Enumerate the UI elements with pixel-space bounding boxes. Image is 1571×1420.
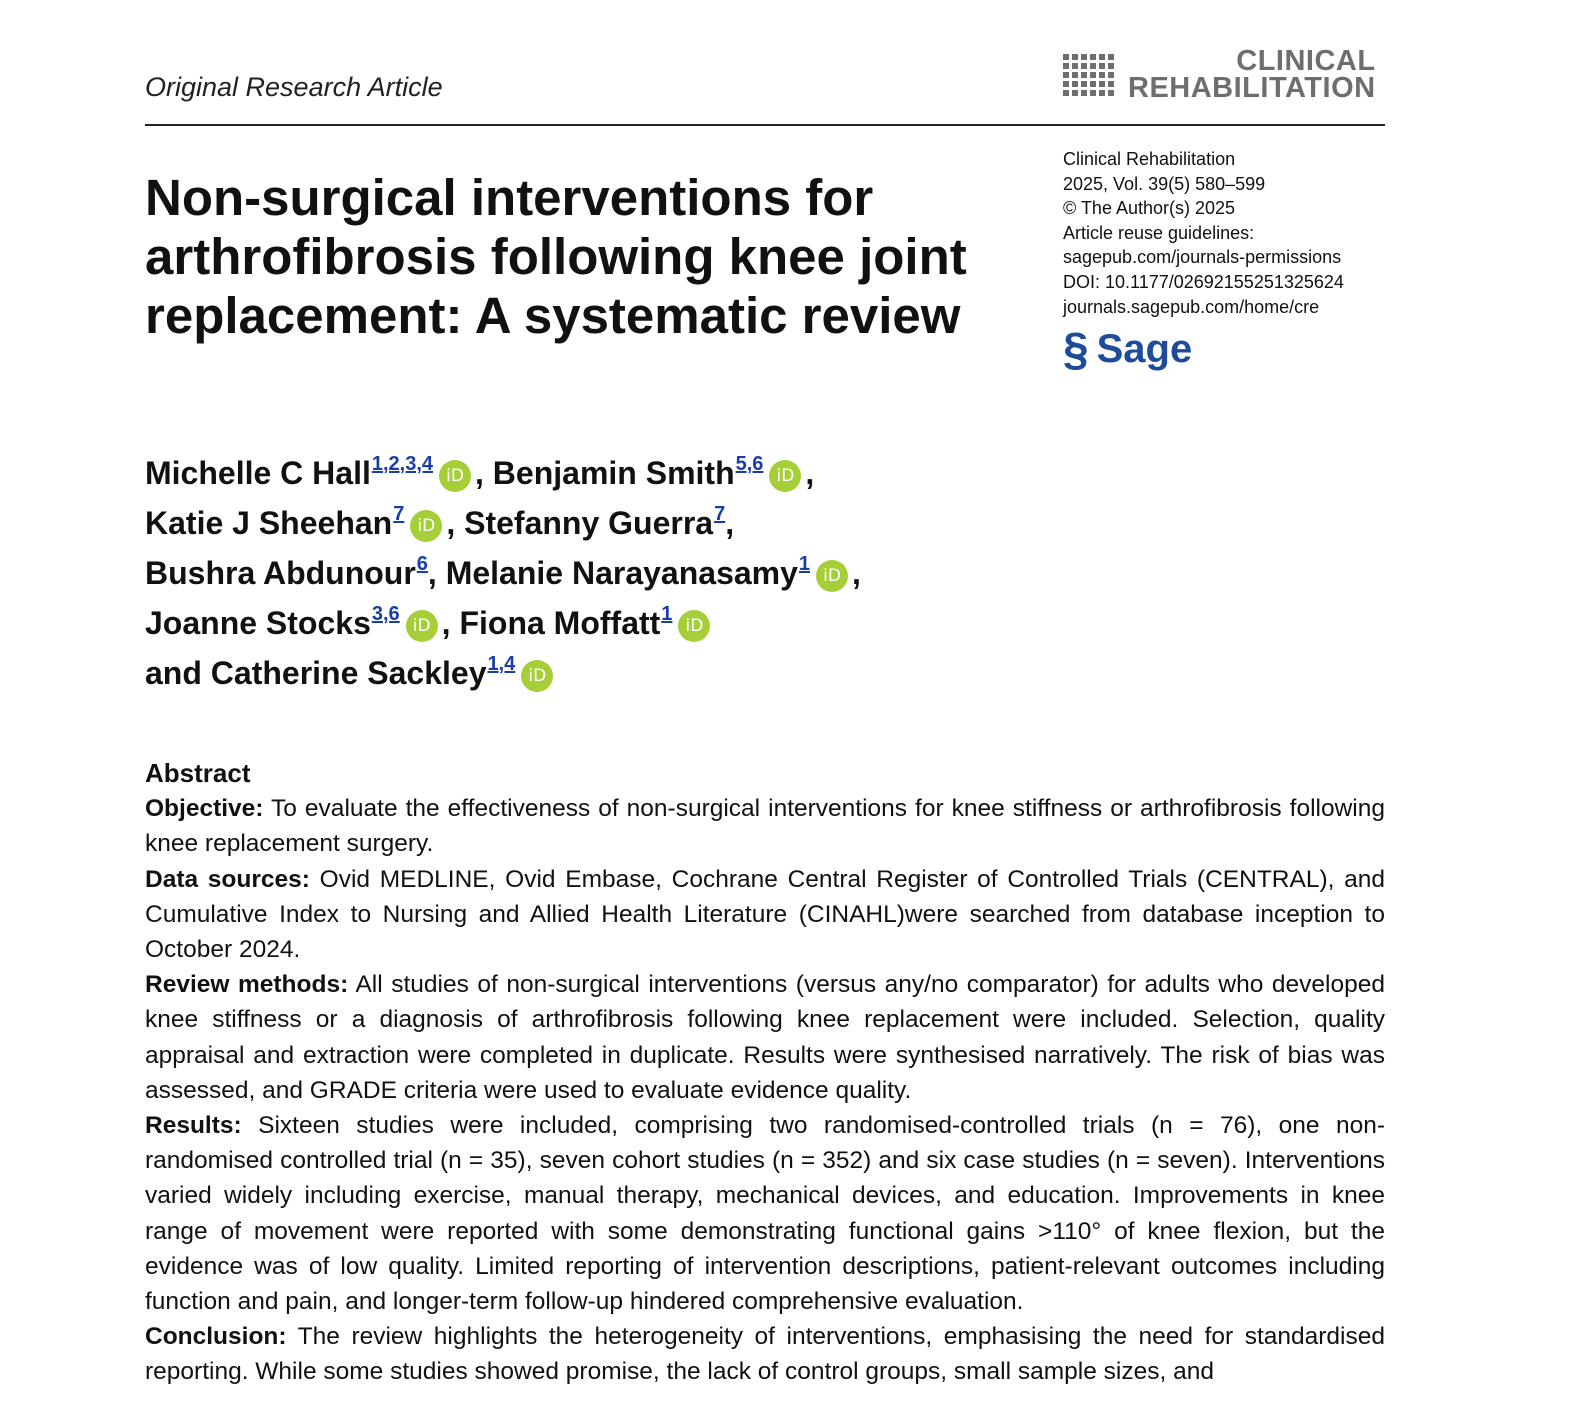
abstract-results xyxy=(145,1108,1385,1319)
publisher-logo xyxy=(1063,323,1193,375)
author-name: Fiona Moffatt xyxy=(459,605,661,641)
review-methods-text: All studies of non-surgical interventions (versus any/no comparator) for adults who developed knee stiffness or a diagnosis of arthrofibrosis following knee replacement were included. Selection, quality appraisal and extraction were completed in duplicate. Results were synthesised narratively. The risk of bias was assessed, and GRADE criteria were used to evaluate evidence quality. xyxy=(145,971,1385,1104)
author-line: Bushra Abdunour$^6$, Melanie Narayanasamy$^1$iD , xyxy=(145,553,861,591)
orcid-icon[interactable]: iD xyxy=(521,660,553,692)
meta-volume: 2025, Vol. 39(5) 580–599 xyxy=(1063,173,1266,194)
review-methods-label: Review methods: xyxy=(145,971,349,999)
orcid-icon[interactable]: iD xyxy=(816,560,848,592)
author-name: Michelle C Hall xyxy=(145,455,371,491)
journal-logo-line2: REHABILITATION xyxy=(1128,72,1376,104)
orcid-icon[interactable]: iD xyxy=(439,460,471,492)
affiliation-link[interactable]: 7 xyxy=(393,503,405,525)
meta-journal: Clinical Rehabilitation xyxy=(1063,149,1236,169)
abstract-data-sources xyxy=(145,862,1385,968)
abstract-objective xyxy=(145,791,1385,861)
objective-label: Objective: xyxy=(145,795,264,823)
data-sources-label: Data sources: xyxy=(145,865,310,893)
author-line: and Catherine Sackley$^{1,4}$iD xyxy=(145,644,1045,694)
author-line: Katie J Sheehan$^7$iD , Stefanny Guerra$^7$, xyxy=(145,503,735,541)
author-name: Katie J Sheehan xyxy=(145,505,393,541)
abstract xyxy=(145,756,1385,1390)
author-line: Michelle C Hall$^{1,2,3,4}$iD , Benjamin Smith$^{5,6}$iD , xyxy=(145,453,815,491)
author-name: Benjamin Smith xyxy=(492,455,735,491)
article-type: Original Research Article xyxy=(145,72,443,102)
author-name: Melanie Narayanasamy xyxy=(445,555,798,591)
data-sources-text: Ovid MEDLINE, Ovid Embase, Cochrane Central Register of Controlled Trials (CENTRAL), and Cumulative Index to Nursing and Allied Health Literature (CINAHL)were searched from database inception to October 2024. xyxy=(145,865,1385,964)
meta-home-link[interactable]: journals.sagepub.com/home/cre xyxy=(1063,296,1320,317)
meta-doi[interactable]: DOI: 10.1177/02692155251325624 xyxy=(1063,271,1344,292)
orcid-icon[interactable]: iD xyxy=(678,610,710,642)
affiliation-link[interactable]: 1 xyxy=(661,603,673,625)
author-name: Catherine Sackley xyxy=(210,655,487,691)
affiliation-link[interactable]: 1,2,3,4 xyxy=(371,453,434,475)
abstract-review-methods xyxy=(145,967,1385,1108)
abstract-heading: Abstract xyxy=(145,758,251,788)
journal-logo-text xyxy=(1128,45,1376,104)
objective-text: To evaluate the effectiveness of non-surgical interventions for knee stiffness or arthrofibrosis following knee replacement surgery. xyxy=(145,795,1385,858)
affiliation-link[interactable]: 5,6 xyxy=(735,453,764,475)
journal-logo-line1: CLINICAL xyxy=(1236,45,1376,77)
article-meta xyxy=(1063,147,1344,319)
meta-copyright: © The Author(s) 2025 xyxy=(1063,198,1236,219)
affiliation-link[interactable]: 1,4 xyxy=(487,653,516,675)
journal-logo xyxy=(1063,45,1376,104)
affiliation-link[interactable]: 6 xyxy=(416,553,428,575)
affiliation-link[interactable]: 7 xyxy=(714,503,726,525)
results-text: Sixteen studies were included, comprising two randomised-controlled trials (n = 76), one non-randomised controlled trial (n = 35), seven cohort studies (n = 352) and six case studies (n = seven). Interventions varied widely including exercise, manual therapy, mechanical devices, and education. Improvements in knee range of movement were reported with some demonstrating functional gains >110° of knee flexion, but the evidence was of low quality. Limited reporting of intervention descriptions, patient-relevant outcomes including function and pain, and longer-term follow-up hindered comprehensive evaluation. xyxy=(145,1112,1385,1316)
article-title: Non-surgical interventions for arthrofibrosis following knee joint replacement: A systematic review xyxy=(145,169,967,344)
meta-reuse-link[interactable]: sagepub.com/journals-permissions xyxy=(1063,247,1342,268)
orcid-icon[interactable]: iD xyxy=(410,510,442,542)
affiliation-link[interactable]: 3,6 xyxy=(371,603,400,625)
abstract-conclusion xyxy=(145,1319,1385,1389)
sage-s-icon: § xyxy=(1063,323,1089,375)
author-line: Joanne Stocks$^{3,6}$iD , Fiona Moffatt$^1$iD xyxy=(145,594,1045,644)
orcid-icon[interactable]: iD xyxy=(406,610,438,642)
author-name: Joanne Stocks xyxy=(145,605,371,641)
conclusion-text: The review highlights the heterogeneity of interventions, emphasising the need for standardised reporting. While some studies showed promise, the lack of control groups, small sample sizes, and xyxy=(145,1323,1385,1386)
author-name: Stefanny Guerra xyxy=(464,505,714,541)
results-label: Results: xyxy=(145,1112,242,1140)
author-name: Bushra Abdunour xyxy=(145,555,416,591)
author-list xyxy=(145,444,1045,694)
affiliation-link[interactable]: 1 xyxy=(798,553,811,575)
journal-logo-icon xyxy=(1063,54,1114,96)
conclusion-label: Conclusion: xyxy=(145,1323,287,1351)
orcid-icon[interactable]: iD xyxy=(769,460,801,492)
publisher-name: Sage xyxy=(1096,327,1193,371)
meta-reuse-label: Article reuse guidelines: xyxy=(1063,222,1255,243)
header-rule xyxy=(145,124,1385,126)
